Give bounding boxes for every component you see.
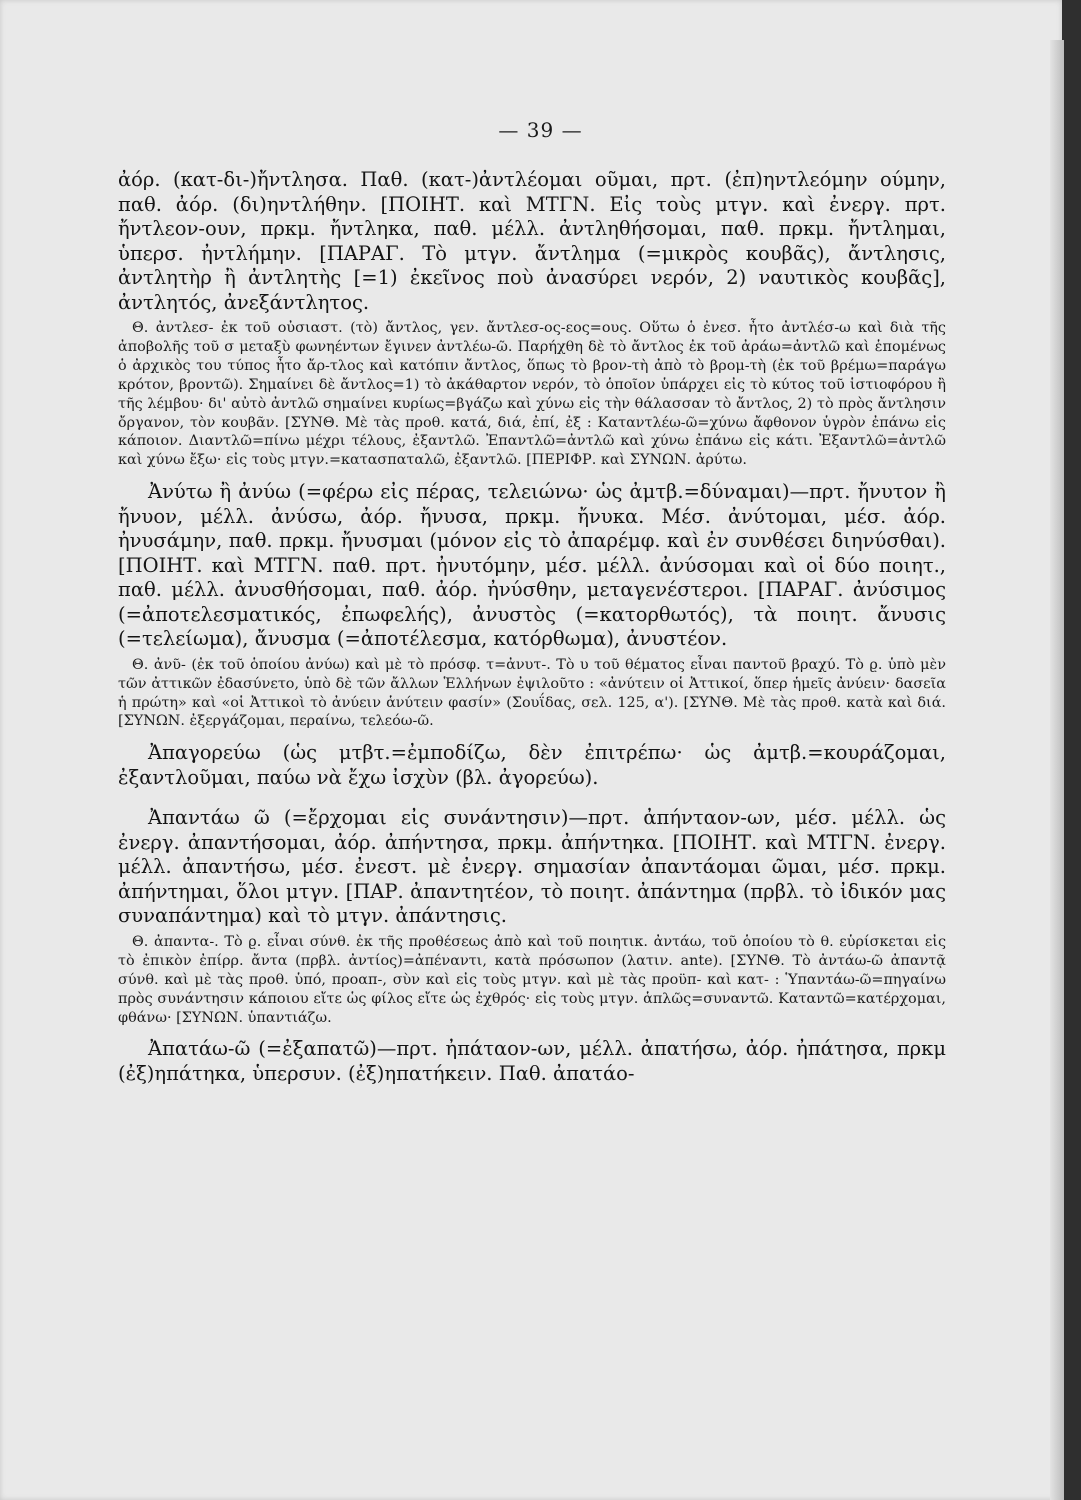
entry-antlo [118,168,946,470]
entry-apagoreyo [118,741,946,790]
entry-text: Ἀπαγορεύω (ὡς μτβτ.=ἐμποδίζω, δὲν ἐπιτρέπω· ὡς ἀμτβ.=κουράζομαι, ἐξαντλοῦμαι, παύω νὰ ἔχω ἰσχὺν (βλ. ἀγορεύω). [118,741,946,789]
entry-text: Ἀπαντάω ῶ (=ἔρχομαι εἰς συνάντησιν)—πρτ. ἀπήνταον-ων, μέσ. μέλλ. ὡς ἐνεργ. ἀπαντήσομαι, ἀόρ. ἀπήντησα, πρκμ. ἀπήντηκα. [ΠΟΙΗΤ. καὶ ΜΤΓΝ. ἐνεργ. μέλλ. ἀπαντήσω, μέσ. ἐνεστ. μὲ ἐνεργ. σημασίαν ἀπαντάομαι ῶμαι, μέσ. πρκμ. ἀπήντημαι, ὅλοι μτγν. [ΠΑΡ. ἀπαντητέον, τὸ ποιητ. ἀπάντημα (πρβλ. τὸ ἰδικόν μας συναπάντημα) καὶ τὸ μτγν. ἀπάντησις. [118,806,946,928]
etymology-note: Θ. ἀπαντα-. Τὸ ϱ. εἶναι σύνθ. ἐκ τῆς προθέσεως ἀπὸ καὶ τοῦ ποιητικ. ἀντάω, τοῦ ὁποίου τὸ θ. εὑρίσκεται εἰς τὸ ἐπικὸν ἐπίρρ. ἄντα (πρβλ. ἀντίος)=ἀπέναντι, κατὰ πρόσωπον (λατιν. ante). [ΣΥΝΘ. Τὸ ἀντάω-ῶ ἀπαντᾷ σύνθ. καὶ μὲ τὰς προθ. ὑπό, προαπ-, σὺν καὶ εἰς τοὺς μτγν. καὶ μὲ τὰς προϋπ- καὶ κατ- : Ὑπαντάω-ῶ=πηγαίνω πρὸς συνάντησιν κάποιου εἴτε ὡς φίλος εἴτε ὡς ἐχθρός· εἰς τοὺς μτγν. ἁπλῶς=συναντῶ. Καταντῶ=κατέρχομαι, φθάνω· [ΣΥΝΩΝ. ὑπαντιάζω. [118,933,946,1026]
page-edge [1050,40,1064,1500]
entry-text: Ἀνύτω ἢ ἀνύω (=φέρω εἰς πέρας, τελειώνω· ὡς ἀμτβ.=δύναμαι)—πρτ. ἤνυτον ἢ ἤνυον, μέλλ. ἀνύσω, ἀόρ. ἤνυσα, πρκμ. ἤνυκα. Μέσ. ἀνύτομαι, μέσ. ἀόρ. ἠνυσάμην, παθ. πρκμ. ἤνυσμαι (μόνον εἰς τὸ ἀπαρέμφ. καὶ ἐν συνθέσει διηνύσθαι). [ΠΟΙΗΤ. καὶ ΜΤΓΝ. παθ. πρτ. ἠνυτόμην, μέσ. μέλλ. ἀνύσομαι καὶ οἱ δύο ποιητ., παθ. μέλλ. ἀνυσθήσομαι, παθ. ἀόρ. ἠνύσθην, μεταγενέστεροι. [ΠΑΡΑΓ. ἀνύσιμος (=ἀποτελεσματικός, ἐπωφελής), ἀνυστὸς (=κατορθωτός), τὰ ποιητ. ἄνυσις (=τελείωμα), ἄνυσμα (=ἀποτέλεσμα, κατόρθωμα), ἀνυστέον. [118,480,946,651]
page-number: — 39 — [498,118,583,142]
entry-text: ἀόρ. (κατ-δι-)ἤντλησα. Παθ. (κατ-)ἀντλέομαι οῦμαι, πρτ. (ἐπ)ηντλεόμην ούμην, παθ. ἀόρ. (δι)ηντλήθην. [ΠΟΙΗΤ. καὶ ΜΤΓΝ. Εἰς τοὺς μτγν. καὶ ἐνεργ. πρτ. ἤντλεον-ουν, πρκμ. ἤντληκα, παθ. μέλλ. ἀντληθήσομαι, παθ. πρκμ. ἤντλημαι, ὑπερσ. ἠντλήμην. [ΠΑΡΑΓ. Τὸ μτγν. ἄντλημα (=μικρὸς κουβᾶς), ἄντλησις, ἀντλητὴρ ἢ ἀντλητὴς [=1) ἐκεῖνος ποὺ ἀνασύρει νερόν, 2) ναυτικὸς κουβᾶς], ἀντλητός, ἀνεξάντλητος. [118,168,946,314]
entry-text: Ἀπατάω-ῶ (=ἐξαπατῶ)—πρτ. ἠπάταον-ων, μέλλ. ἀπατήσω, ἀόρ. ἠπάτησα, πρκμ (ἐξ)ηπάτηκα, ὑπερσυν. (ἐξ)ηπατήκειν. Παθ. ἀπατάο- [118,1037,946,1085]
page-body [118,168,946,1092]
entry-apantao [118,806,946,1027]
etymology-note: Θ. ἀντλεσ- ἐκ τοῦ οὐσιαστ. (τὸ) ἄντλος, γεν. ἄντλεσ-ος-εος=ους. Οὕτω ὁ ἐνεσ. ἦτο ἀντλέσ-ω καὶ διὰ τῆς ἀποβολῆς τοῦ σ μεταξὺ φωνηέντων ἔγινεν ἀντλέω-ῶ. Παρήχθη δὲ τὸ ἄντλος ἐκ τοῦ ἀράω=ἀντλῶ καὶ ἑπομένως ὁ ἀρχικὸς του τύπος ἦτο ἄρ-τλος καὶ κατόπιν ἄντλος, ὅπως τὸ βρον-τὴ ἀπὸ τὸ βρομ-τὴ (ἐκ τοῦ βρέμω=παράγω κρότον, βροντῶ). Σημαίνει δὲ ἄντλος=1) τὸ ἀκάθαρτον νερόν, τὸ ὁποῖον ὑπάρχει εἰς τὸ κύτος τοῦ ἱστιοφόρου ἢ τῆς λέμβου· δι' αὐτὸ ἀντλῶ σημαίνει κυρίως=βγάζω καὶ χύνω εἰς τὴν θάλασσαν τὸ ἄντλος, 2) τὸ πρὸς ἄντλησιν ὄργανον, τὸν κουβᾶν. [ΣΥΝΘ. Μὲ τὰς προθ. κατά, διά, ἐπί, ἐξ : Καταντλέω-ῶ=χύνω ἄφθονον ὑγρὸν ἐπάνω εἰς κάποιον. Διαντλῶ=πίνω μέχρι τέλους, ἐξαντλῶ. Ἐπαντλῶ=ἀντλῶ καὶ χύνω ἐπάνω εἰς κάτι. Ἐξαντλῶ=ἀντλῶ καὶ χύνω ἔξω· εἰς τοὺς μτγν.=κατασπαταλῶ, ἐξαντλῶ. [ΠΕΡΙΦΡ. καὶ ΣΥΝΩΝ. ἀρύτω. [118,320,946,469]
etymology-note: Θ. ἀνῦ- (ἐκ τοῦ ὁποίου ἀνύω) καὶ μὲ τὸ πρόσφ. τ=ἀνυτ-. Τὸ υ τοῦ θέματος εἶναι παντοῦ βραχύ. Τὸ ϱ. ὑπὸ μὲν τῶν ἀττικῶν ἐδασύνετο, ὑπὸ δὲ τῶν ἄλλων Ἑλλήνων ἐψιλοῦτο : «ἀνύτειν οἱ Ἀττικοί, ὅπερ ἡμεῖς ἀνύειν· δασεῖα ἡ πρώτη» καὶ «οἱ Ἀττικοὶ τὸ ἀνύειν ἁνύτειν φασίν» (Σουΐδας, σελ. 125, α'). [ΣΥΝΘ. Μὲ τὰς προθ. κατὰ καὶ διά. [ΣΥΝΩΝ. ἐξεργάζομαι, περαίνω, τελεόω-ῶ. [118,656,946,730]
entry-anyto [118,480,946,731]
entry-apatao [118,1037,946,1086]
